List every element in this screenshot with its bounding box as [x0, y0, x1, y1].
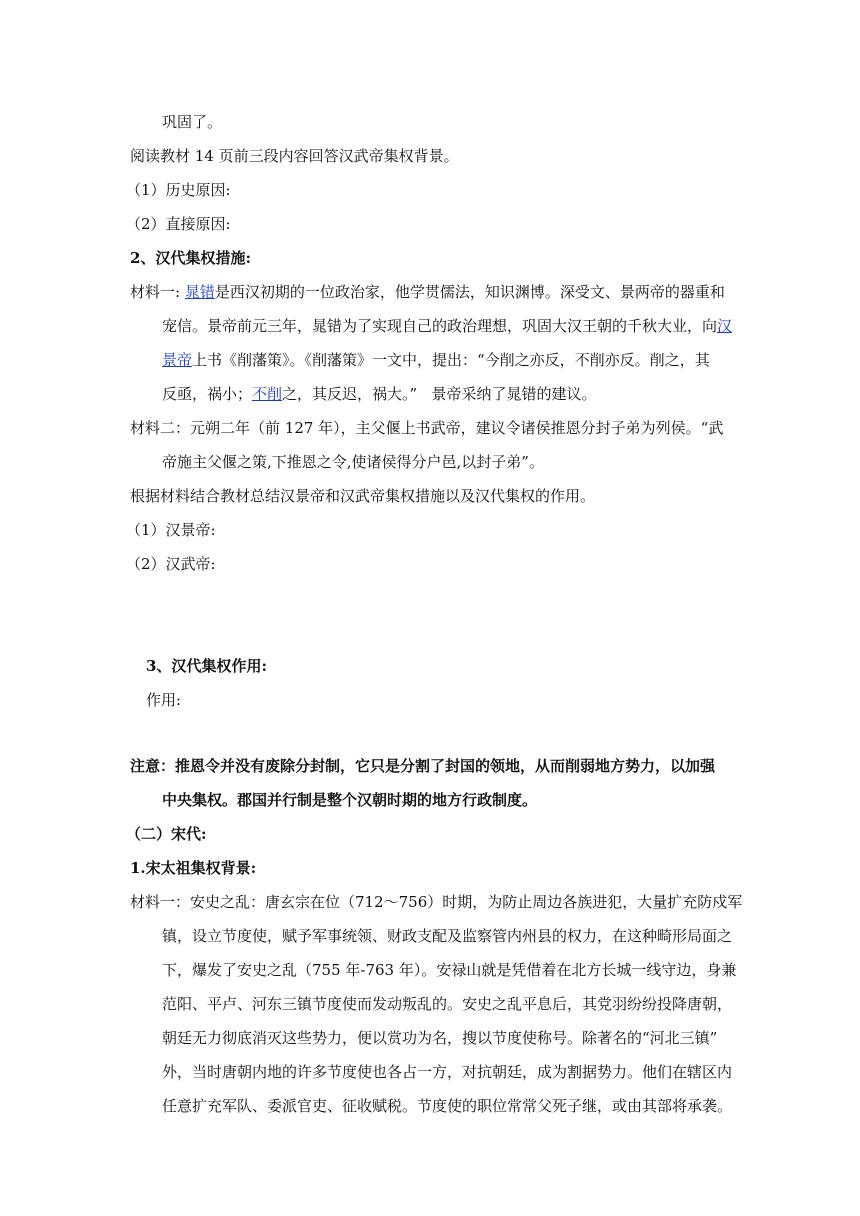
question-han-wudi: （2）汉武帝: — [126, 555, 216, 573]
section-heading: （二）宋代: — [126, 825, 207, 843]
material-label: 材料一: — [130, 283, 185, 301]
text-line: 巩固了。 — [162, 113, 223, 131]
section-heading: 3、汉代集权作用: — [146, 657, 267, 675]
question-historical-cause: （1）历史原因: — [126, 181, 231, 199]
text-line — [162, 384, 597, 404]
text-line: 朝廷无力彻底消灭这些势力，便以赏功为名，搜以节度使称号。除著名的“河北三镇” — [162, 1029, 718, 1047]
question-han-jingdi: （1）汉景帝: — [126, 521, 216, 539]
question-direct-cause: （2）直接原因: — [126, 215, 231, 233]
material-one-line: 材料一：安史之乱：唐玄宗在位（712～756）时期，为防止周边各族进犯，大量扩充防戍军 — [130, 893, 743, 911]
text-line: 下，爆发了安史之乱（755 年-763 年）。安禄山就是凭借着在北方长城一线守边，身兼 — [162, 961, 737, 979]
link-bu-xiao[interactable]: 不削 — [252, 385, 283, 403]
link-han-jingdi[interactable]: 景帝 — [162, 351, 193, 369]
link-han-jingdi[interactable]: 汉 — [717, 317, 733, 335]
text-line: 作用: — [146, 691, 182, 709]
text-line — [162, 316, 732, 336]
text-span: 之，其反迟，祸大。” 景帝采纳了晁错的建议。 — [282, 385, 597, 403]
instruction-line: 根据材料结合教材总结汉景帝和汉武帝集权措施以及汉代集权的作用。 — [130, 487, 596, 505]
material-one-line — [130, 282, 725, 302]
section-heading: 2、汉代集权措施: — [130, 249, 251, 267]
material-two-line: 材料二：元朔二年（前 127 年），主父偃上书武帝，建议令诸侯推恩分封子弟为列侯。“武 — [130, 419, 724, 437]
text-line — [162, 350, 710, 370]
text-span: 是西汉初期的一位政治家，他学贯儒法，知识渊博。深受文、景两帝的器重和 — [214, 283, 725, 301]
text-line: 阅读教材 14 页前三段内容回答汉武帝集权背景。 — [130, 147, 459, 165]
text-line: 范阳、平卢、河东三镇节度使而发动叛乱的。安史之乱平息后，其党羽纷纷投降唐朝， — [162, 995, 733, 1013]
note-line: 中央集权。郡国并行制是整个汉朝时期的地方行政制度。 — [162, 791, 538, 809]
text-span: 反亟，祸小； — [162, 385, 253, 403]
text-span: 宠信。景帝前元三年，晁错为了实现自己的政治理想，巩固大汉王朝的千秋大业，向 — [162, 317, 718, 335]
link-chao-cuo[interactable]: 晁错 — [184, 283, 215, 301]
text-line: 外，当时唐朝内地的许多节度使也各占一方，对抗朝廷，成为割据势力。他们在辖区内 — [162, 1063, 733, 1081]
text-line: 镇，设立节度使，赋予军事统领、财政支配及监察管内州县的权力，在这种畸形局面之 — [162, 927, 733, 945]
section-heading: 1.宋太祖集权背景: — [130, 859, 257, 877]
text-line: 任意扩充军队、委派官吏、征收赋税。节度使的职位常常父死子继，或由其部将承袭。 — [162, 1097, 733, 1115]
note-line: 注意：推恩令并没有废除分封制，它只是分割了封国的领地，从而削弱地方势力，以加强 — [130, 757, 716, 775]
text-span: 上书《削藩策》。《削藩策》一文中，提出：“今削之亦反，不削亦反。削之，其 — [192, 351, 710, 369]
text-line: 帝施主父偃之策,下推恩之令,使诸侯得分户邑,以封子弟”。 — [162, 453, 544, 471]
